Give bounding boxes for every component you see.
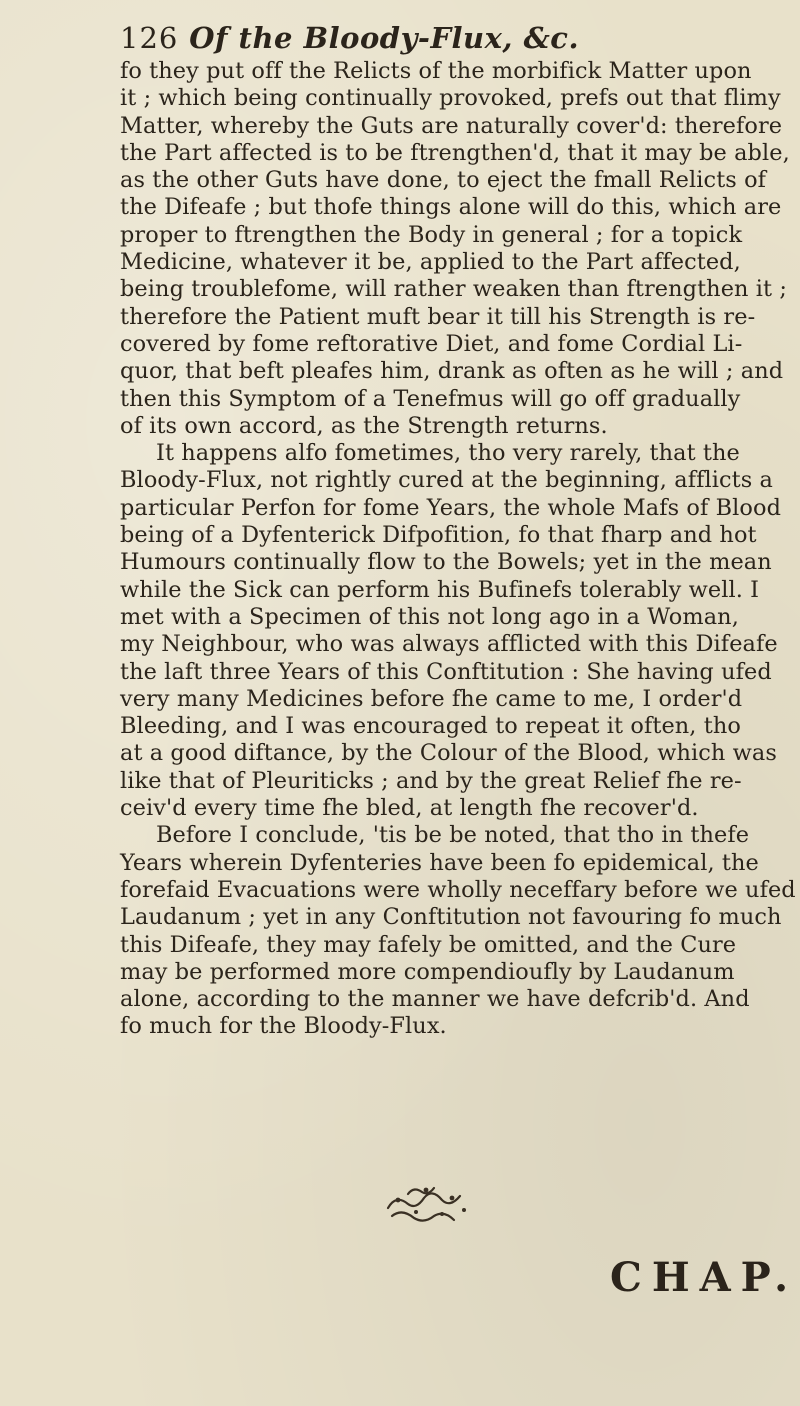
- page-header: [120, 16, 740, 60]
- text-line: like that of Pleuriticks ; and by the great Relief fhe re-: [120, 767, 742, 794]
- text-line: the Difeafe ; but thofe things alone will do this, which are: [120, 194, 782, 221]
- text-line: Bloody-Flux, not rightly cured at the beginning, afflicts a: [120, 467, 773, 494]
- text-line: ceiv'd every time fhe bled, at length fhe recover'd.: [120, 795, 699, 822]
- text-line: may be performed more compendioufly by Laudanum: [120, 958, 735, 985]
- text-line: Humours continually flow to the Bowels; yet in the mean: [120, 549, 772, 576]
- text-line: fo they put off the Relicts of the morbifick Matter upon: [120, 58, 752, 84]
- text-line: Years wherein Dyfenteries have been fo epidemical, the: [120, 849, 759, 876]
- page-number: 126: [120, 21, 179, 55]
- catchword: CHAP.: [610, 1254, 799, 1301]
- text-line: Bleeding, and I was encouraged to repeat it often, tho: [120, 713, 741, 740]
- text-line: Laudanum ; yet in any Conftitution not favouring fo much: [120, 904, 782, 931]
- text-line: therefore the Patient muft bear it till his Strength is re-: [120, 303, 756, 330]
- text-line: at a good diftance, by the Colour of the Blood, which was: [120, 740, 777, 767]
- text-line: Medicine, whatever it be, applied to the Part affected,: [120, 249, 741, 276]
- printer-ornament-icon: [368, 1178, 488, 1228]
- text-line: being troublefome, will rather weaken than ftrengthen it ;: [120, 276, 788, 303]
- text-line: Matter, whereby the Guts are naturally cover'd: therefore: [120, 112, 783, 139]
- text-line: very many Medicines before fhe came to me, I order'd: [120, 685, 743, 712]
- text-line: covered by fome reftorative Diet, and fome Cordial Li-: [120, 330, 743, 357]
- paragraph-start-line: It happens alfo fometimes, tho very rarely, that the: [156, 440, 740, 467]
- text-line: being of a Dyfenterick Difpofition, fo that fharp and hot: [120, 522, 757, 549]
- text-line: this Difeafe, they may fafely be omitted, and the Cure: [120, 931, 737, 958]
- text-line: of its own accord, as the Strength returns.: [120, 412, 608, 439]
- text-line: alone, according to the manner we have defcrib'd. And: [120, 986, 750, 1013]
- paragraph-start-line: Before I conclude, 'tis be be noted, that tho in thefe: [156, 822, 750, 849]
- text-line: particular Perfon for fome Years, the whole Mafs of Blood: [120, 494, 782, 521]
- text-line: then this Symptom of a Tenefmus will go off gradually: [120, 385, 741, 412]
- text-line: fo much for the Bloody-Flux.: [120, 1013, 447, 1040]
- text-line: as the other Guts have done, to eject the fmall Relicts of: [120, 167, 767, 194]
- text-line: quor, that beft pleafes him, drank as often as he will ; and: [120, 358, 784, 385]
- text-line: the laft three Years of this Conftitution : She having ufed: [120, 658, 772, 685]
- text-line: the Part affected is to be ftrengthen'd, that it may be able,: [120, 139, 790, 166]
- text-line: met with a Specimen of this not long ago in a Woman,: [120, 603, 739, 630]
- text-line: it ; which being continually provoked, prefs out that flimy: [120, 85, 781, 112]
- text-line: forefaid Evacuations were wholly neceffary before we ufed: [120, 876, 796, 903]
- running-title: Of the Bloody-Flux, &c.: [189, 21, 580, 55]
- text-line: proper to ftrengthen the Body in general ; for a topick: [120, 221, 743, 248]
- text-line: while the Sick can perform his Bufinefs tolerably well. I: [120, 576, 760, 603]
- body-text: [120, 58, 796, 1041]
- text-line: my Neighbour, who was always afflicted with this Difeafe: [120, 631, 778, 658]
